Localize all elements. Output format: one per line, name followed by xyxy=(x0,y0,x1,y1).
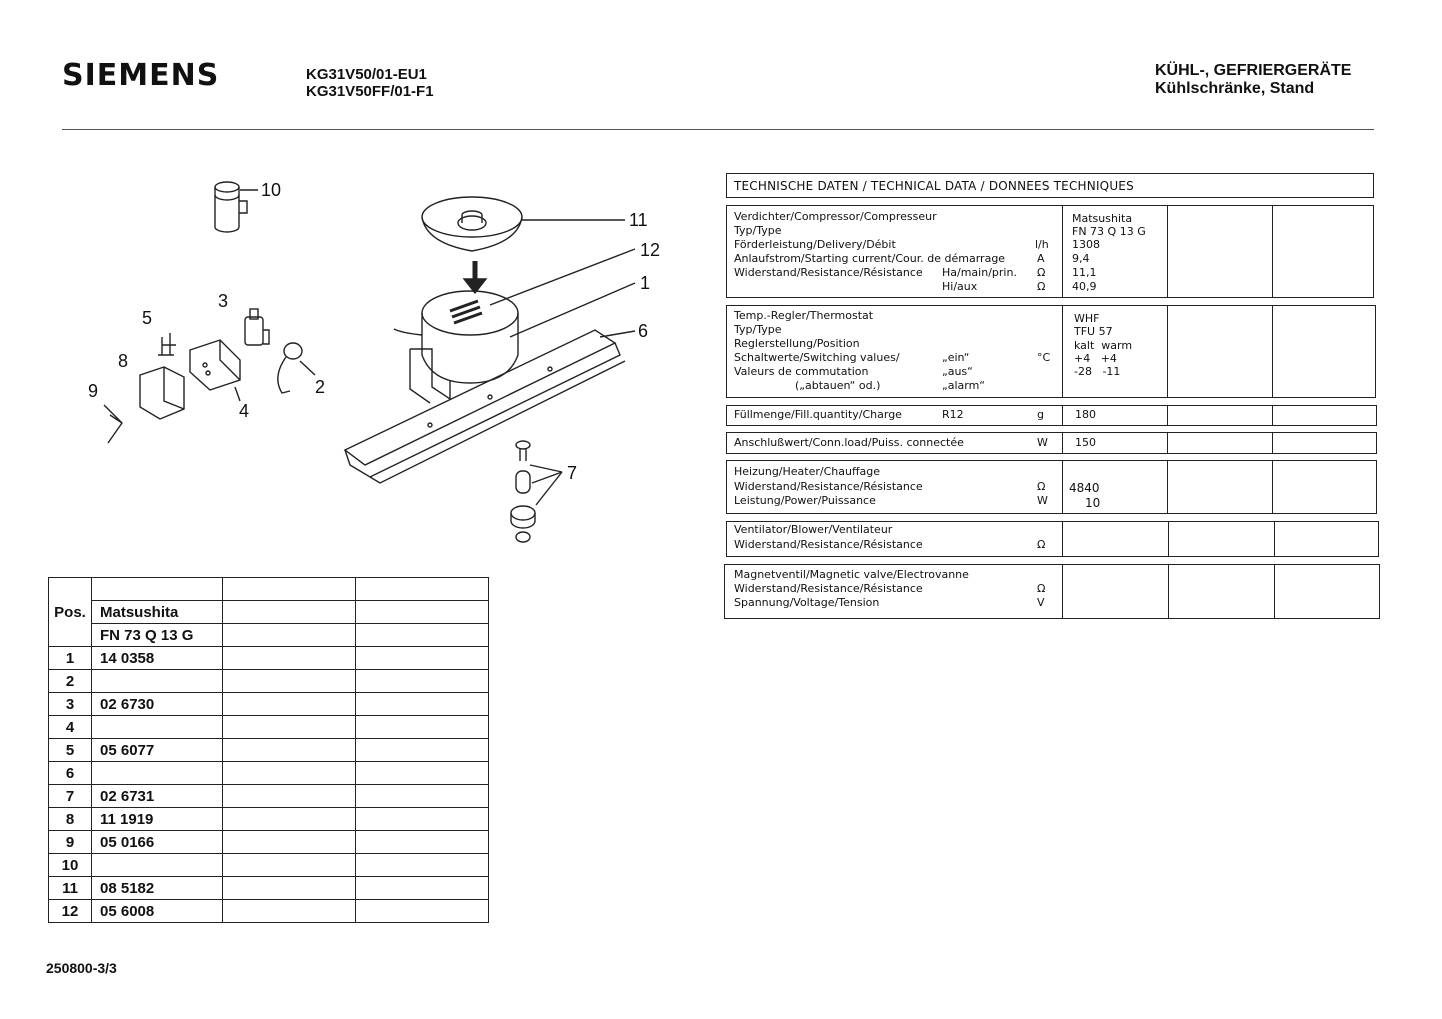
model-line-2: KG31V50FF/01-F1 xyxy=(306,83,434,100)
brand-logo: SIEMENS xyxy=(62,58,220,93)
thermostat-switching-label: Schaltwerte/Switching values/ xyxy=(734,351,900,364)
valve-heading: Magnetventil/Magnetic valve/Electrovanne xyxy=(734,568,969,581)
unit-watts: W xyxy=(1037,436,1048,449)
load-label: Anschlußwert/Conn.load/Puiss. connectée xyxy=(734,436,964,449)
thermostat-section xyxy=(726,305,1376,398)
table-row xyxy=(49,762,489,785)
tech-title: TECHNISCHE DATEN / TECHNICAL DATA / DONNEES TECHNIQUES xyxy=(734,179,1134,193)
part-number: 05 6077 xyxy=(92,739,223,762)
relay-drawing xyxy=(245,309,269,345)
heater-power-label: Leistung/Power/Puissance xyxy=(734,494,876,507)
part-number: 05 6008 xyxy=(92,900,223,923)
callout-5: 5 xyxy=(142,308,153,328)
part-number: 05 0166 xyxy=(92,831,223,854)
compressor-type-label: Typ/Type xyxy=(734,224,782,237)
blower-section xyxy=(726,521,1379,557)
part-number xyxy=(92,716,223,739)
tech-title-box xyxy=(726,173,1374,198)
part-number xyxy=(92,670,223,693)
callout-6: 8 xyxy=(118,351,129,371)
mounting-set-drawing xyxy=(511,441,562,542)
pos-number: 3 xyxy=(49,693,92,716)
heater-heading: Heizung/Heater/Chauffage xyxy=(734,465,881,478)
pos-number: 7 xyxy=(49,785,92,808)
thermostat-positions: kalt warm xyxy=(1074,339,1133,352)
resistance-aux-label: Hi/aux xyxy=(942,280,978,293)
callout-11: 11 xyxy=(629,210,648,230)
table-row xyxy=(49,900,489,923)
document-number: 250800-3/3 xyxy=(46,960,117,976)
compressor-current-label: Anlaufstrom/Starting current/Cour. de démarrage xyxy=(734,252,1006,265)
part-number xyxy=(92,854,223,877)
model-numbers xyxy=(306,66,434,100)
parts-table xyxy=(48,577,489,923)
header-divider xyxy=(62,129,1374,130)
part-number: 14 0358 xyxy=(92,647,223,670)
unit-res-main: Ω xyxy=(1037,266,1046,279)
table-row xyxy=(49,854,489,877)
bracket-drawing xyxy=(104,405,122,443)
heater-resistance-label: Widerstand/Resistance/Résistance xyxy=(734,480,923,493)
compressor-resistance-label: Widerstand/Resistance/Résistance xyxy=(734,266,923,279)
table-row xyxy=(49,808,489,831)
unit-celsius: °C xyxy=(1037,351,1051,364)
thermostat-commutation-label: Valeurs de commutation xyxy=(734,365,869,378)
table-row xyxy=(49,693,489,716)
charge-label: Füllmenge/Fill.quantity/Charge xyxy=(734,408,902,421)
unit-valve-volts: V xyxy=(1037,596,1045,609)
state-on: „ein“ xyxy=(942,351,970,364)
state-off: „aus“ xyxy=(942,365,973,378)
charge-section xyxy=(726,405,1377,426)
pos-number: 11 xyxy=(49,877,92,900)
callout-2: 2 xyxy=(315,377,326,397)
thermostat-type-label: Typ/Type xyxy=(734,323,782,336)
thermostat-off-values: -28 -11 xyxy=(1074,365,1121,378)
pos-number: 2 xyxy=(49,670,92,693)
callout-8: 6 xyxy=(638,321,649,341)
thermostat-type: TFU 57 xyxy=(1074,325,1113,338)
unit-delivery: l/h xyxy=(1035,238,1049,251)
part-number: 02 6731 xyxy=(92,785,223,808)
part-number xyxy=(92,762,223,785)
blower-heading: Ventilator/Blower/Ventilateur xyxy=(734,523,893,536)
compressor-drawing xyxy=(394,291,518,403)
pos-number: 1 xyxy=(49,647,92,670)
compressor-res-aux: 40,9 xyxy=(1072,280,1097,293)
pos-number: 4 xyxy=(49,716,92,739)
pos-number: 6 xyxy=(49,762,92,785)
compressor-delivery: 1308 xyxy=(1072,238,1100,251)
table-row xyxy=(49,785,489,808)
callout-4: 4 xyxy=(239,401,250,421)
load-section xyxy=(726,432,1377,454)
valve-voltage-label: Spannung/Voltage/Tension xyxy=(734,596,880,609)
pos-number: 10 xyxy=(49,854,92,877)
pos-number: 12 xyxy=(49,900,92,923)
thermostat-on-values: +4 +4 xyxy=(1074,352,1117,365)
category-line-2: Kühlschränke, Stand xyxy=(1155,80,1315,97)
model-line-1: KG31V50/01-EU1 xyxy=(306,66,427,83)
charge-value: 180 xyxy=(1075,408,1096,421)
compressor-res-main: 11,1 xyxy=(1072,266,1097,279)
table-row xyxy=(49,647,489,670)
unit-res-aux: Ω xyxy=(1037,280,1046,293)
blower-resistance-label: Widerstand/Resistance/Résistance xyxy=(734,538,923,551)
thermostat-position-label: Reglerstellung/Position xyxy=(734,337,860,350)
callout-12: 12 xyxy=(640,240,660,260)
thermostat-heading: Temp.-Regler/Thermostat xyxy=(734,309,874,322)
plug-drawing xyxy=(278,343,302,393)
table-row xyxy=(49,739,489,762)
valve-resistance-label: Widerstand/Resistance/Résistance xyxy=(734,582,923,595)
category-line-1: KÜHL-, GEFRIERGERÄTE xyxy=(1155,62,1352,79)
table-row xyxy=(49,670,489,693)
exploded-parts-diagram xyxy=(60,165,660,555)
cover-box-drawing xyxy=(140,367,184,419)
callout-1: 1 xyxy=(640,273,651,293)
heater-section xyxy=(726,460,1377,514)
part-number: 02 6730 xyxy=(92,693,223,716)
callout-10: 10 xyxy=(261,180,282,200)
thermostat-make: WHF xyxy=(1074,312,1100,325)
heater-resistance-value: 4840 xyxy=(1069,481,1100,495)
compressor-current: 9,4 xyxy=(1072,252,1090,265)
state-alarm: „alarm“ xyxy=(942,379,985,392)
compressor-delivery-label: Förderleistung/Delivery/Débit xyxy=(734,238,896,251)
compressor-model-cell: FN 73 Q 13 G xyxy=(92,624,223,647)
unit-heater-watts: W xyxy=(1037,494,1048,507)
terminal-block-drawing xyxy=(190,340,240,390)
load-value: 150 xyxy=(1075,436,1096,449)
pos-number: 5 xyxy=(49,739,92,762)
part-number: 08 5182 xyxy=(92,877,223,900)
table-row xyxy=(49,716,489,739)
compressor-heading: Verdichter/Compressor/Compresseur xyxy=(734,210,937,223)
callout-7: 9 xyxy=(88,381,99,401)
pos-number: 8 xyxy=(49,808,92,831)
capacitor-drawing xyxy=(215,182,258,232)
heater-power-value: 10 xyxy=(1085,496,1101,510)
compressor-type: FN 73 Q 13 G xyxy=(1072,225,1146,238)
unit-blower-ohm: Ω xyxy=(1037,538,1046,551)
table-row xyxy=(49,831,489,854)
valve-section xyxy=(724,564,1380,619)
thermostat-defrost-label: („abtauen“ od.) xyxy=(795,379,881,392)
base-plate-drawing xyxy=(345,330,635,483)
compressor-make: Matsushita xyxy=(1072,212,1133,225)
refrigerant: R12 xyxy=(942,408,964,421)
unit-heater-ohm: Ω xyxy=(1037,480,1046,493)
unit-valve-ohm: Ω xyxy=(1037,582,1046,595)
arrow-down-icon xyxy=(464,261,486,293)
pos-number: 9 xyxy=(49,831,92,854)
pos-header: Pos. xyxy=(49,578,92,647)
unit-current: A xyxy=(1037,252,1045,265)
callout-3: 3 xyxy=(218,291,229,311)
cover-cap-drawing xyxy=(422,197,625,251)
clip-drawing xyxy=(158,333,176,355)
unit-grams: g xyxy=(1037,408,1044,421)
callout-9: 7 xyxy=(567,463,578,483)
compressor-section xyxy=(726,205,1374,298)
category xyxy=(1155,62,1351,98)
resistance-main-label: Ha/main/prin. xyxy=(942,266,1017,279)
manufacturer-cell: Matsushita xyxy=(92,601,223,624)
table-row xyxy=(49,877,489,900)
part-number: 11 1919 xyxy=(92,808,223,831)
